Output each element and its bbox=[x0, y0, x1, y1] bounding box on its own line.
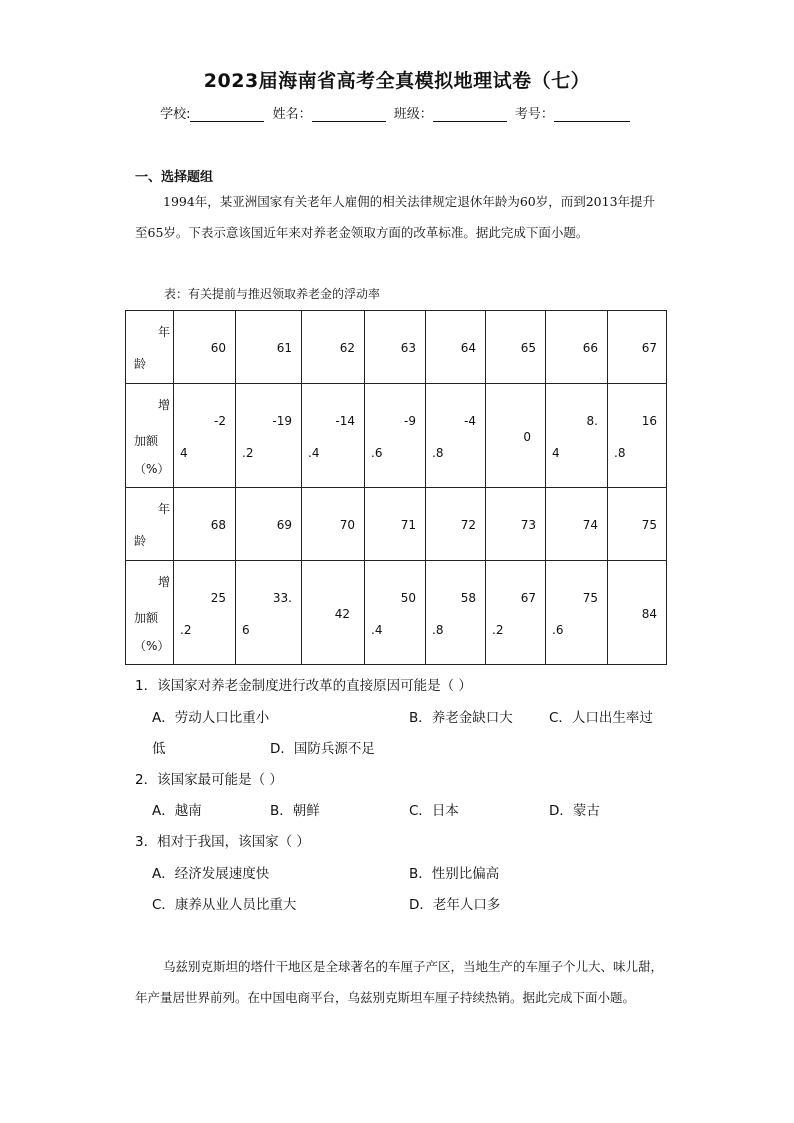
table-cell bbox=[608, 488, 667, 561]
cell-text: 71 bbox=[400, 518, 416, 532]
cell-text: -19 bbox=[272, 414, 292, 428]
question-1-option-c-continued[interactable]: 低 bbox=[152, 741, 166, 757]
cell-text: 58 bbox=[460, 591, 476, 605]
cell-text: 61 bbox=[276, 341, 292, 355]
student-info-line bbox=[0, 103, 794, 122]
cell-text: 70 bbox=[339, 518, 355, 532]
cell-text: 加额 bbox=[134, 434, 159, 448]
school-blank bbox=[190, 107, 264, 122]
class-blank bbox=[433, 107, 507, 122]
question-2-stem: 2．该国家最可能是（ ） bbox=[135, 772, 283, 788]
cell-text: （%） bbox=[134, 462, 170, 476]
question-1-option-d[interactable]: D．国防兵源不足 bbox=[270, 741, 375, 757]
exam-no-label: 考号： bbox=[514, 107, 554, 122]
cell-text: 8. bbox=[586, 414, 598, 428]
rate-header-cell bbox=[126, 384, 174, 488]
cell-text: 72 bbox=[460, 518, 476, 532]
cell-text: 33. bbox=[272, 591, 292, 605]
table-cell bbox=[608, 561, 667, 665]
cell-text: .8 bbox=[432, 623, 444, 637]
question-3-option-a[interactable]: A．经济发展速度快 bbox=[152, 866, 270, 882]
table-cell bbox=[608, 311, 667, 384]
cell-text: 73 bbox=[520, 518, 536, 532]
cell-text: -2 bbox=[214, 414, 226, 428]
cell-text: 42 bbox=[334, 607, 350, 621]
age-header-cell bbox=[126, 311, 174, 384]
cell-text: -9 bbox=[404, 414, 416, 428]
table-row bbox=[126, 488, 667, 561]
cell-text: 年 bbox=[157, 325, 170, 339]
cell-text: 0 bbox=[523, 430, 531, 444]
cell-text: 增 bbox=[157, 398, 170, 412]
table-cell bbox=[486, 561, 546, 665]
table-cell bbox=[546, 311, 608, 384]
cell-text: 16 bbox=[641, 414, 657, 428]
exam-no-blank bbox=[554, 107, 630, 122]
cell-text: .2 bbox=[492, 623, 504, 637]
passage-1: 1994年，某亚洲国家有关老年人雇佣的相关法律规定退休年龄为60岁，而到2013年提升至65岁。下表示意该国近年来对养老金领取方面的改革标准。据此完成下面小题。 bbox=[135, 194, 656, 240]
cell-text: 68 bbox=[210, 518, 226, 532]
cell-text: 69 bbox=[276, 518, 292, 532]
table-cell bbox=[486, 311, 546, 384]
table-cell bbox=[426, 488, 486, 561]
question-3-option-b[interactable]: B．性别比偏高 bbox=[409, 866, 500, 882]
cell-text: 84 bbox=[641, 607, 657, 621]
table-cell bbox=[174, 561, 236, 665]
table-row bbox=[126, 384, 667, 488]
table-cell bbox=[546, 561, 608, 665]
question-3-option-d[interactable]: D．老年人口多 bbox=[409, 897, 501, 913]
cell-text: .2 bbox=[242, 446, 254, 460]
cell-text: .8 bbox=[614, 446, 626, 460]
table-cell bbox=[608, 384, 667, 488]
cell-text: 增 bbox=[157, 575, 170, 589]
table-cell bbox=[302, 488, 365, 561]
table-cell bbox=[546, 384, 608, 488]
cell-text: 64 bbox=[460, 341, 476, 355]
table-cell bbox=[302, 311, 365, 384]
cell-text: .8 bbox=[432, 446, 444, 460]
cell-text: 66 bbox=[582, 341, 598, 355]
table-cell bbox=[236, 384, 302, 488]
table-cell bbox=[365, 384, 426, 488]
age-header-cell bbox=[126, 488, 174, 561]
question-2-option-a[interactable]: A．越南 bbox=[152, 803, 202, 819]
question-1-option-c[interactable]: C．人口出生率过 bbox=[549, 710, 653, 726]
question-1-option-a[interactable]: A．劳动人口比重小 bbox=[152, 710, 270, 726]
cell-text: 4 bbox=[552, 446, 560, 460]
table-cell bbox=[236, 311, 302, 384]
pension-rate-table bbox=[125, 310, 667, 665]
table-caption: 表：有关提前与推迟领取养老金的浮动率 bbox=[164, 287, 381, 301]
question-1-stem: 1．该国家对养老金制度进行改革的直接原因可能是（ ） bbox=[135, 678, 472, 694]
cell-text: 62 bbox=[339, 341, 355, 355]
table-cell bbox=[302, 384, 365, 488]
question-1-option-b[interactable]: B．养老金缺口大 bbox=[409, 710, 513, 726]
table-cell bbox=[174, 384, 236, 488]
table-cell bbox=[426, 561, 486, 665]
question-2-option-c[interactable]: C．日本 bbox=[409, 803, 459, 819]
table-cell bbox=[365, 311, 426, 384]
passage-2: 乌兹别克斯坦的塔什干地区是全球著名的车厘子产区，当地生产的车厘子个儿大、味儿甜，年产量居世界前列。在中国电商平台，乌兹别克斯坦车厘子持续热销。据此完成下面小题。 bbox=[135, 959, 664, 1005]
table-cell bbox=[302, 561, 365, 665]
rate-header-cell bbox=[126, 561, 174, 665]
cell-text: 25 bbox=[210, 591, 226, 605]
cell-text: -4 bbox=[464, 414, 476, 428]
table-cell bbox=[546, 488, 608, 561]
cell-text: 6 bbox=[242, 623, 250, 637]
class-label: 班级： bbox=[393, 107, 433, 122]
question-3-stem: 3．相对于我国，该国家（ ） bbox=[135, 834, 310, 850]
cell-text: 龄 bbox=[134, 534, 147, 548]
cell-text: .6 bbox=[371, 446, 383, 460]
table-cell bbox=[236, 488, 302, 561]
cell-text: 60 bbox=[210, 341, 226, 355]
table-cell bbox=[426, 384, 486, 488]
name-blank bbox=[312, 107, 386, 122]
cell-text: 67 bbox=[641, 341, 657, 355]
cell-text: 4 bbox=[180, 446, 188, 460]
cell-text: 65 bbox=[520, 341, 536, 355]
cell-text: .2 bbox=[180, 623, 192, 637]
table-cell bbox=[426, 311, 486, 384]
table-cell bbox=[365, 561, 426, 665]
cell-text: 67 bbox=[520, 591, 536, 605]
cell-text: 50 bbox=[400, 591, 416, 605]
cell-text: .4 bbox=[371, 623, 383, 637]
cell-text: .6 bbox=[552, 623, 564, 637]
cell-text: 63 bbox=[400, 341, 416, 355]
table-cell bbox=[236, 561, 302, 665]
name-label: 姓名： bbox=[272, 107, 312, 122]
cell-text: .4 bbox=[308, 446, 320, 460]
cell-text: 75 bbox=[582, 591, 598, 605]
table-cell bbox=[174, 311, 236, 384]
table-cell bbox=[486, 384, 546, 488]
table-row bbox=[126, 561, 667, 665]
table-cell bbox=[486, 488, 546, 561]
cell-text: 年 bbox=[157, 502, 170, 516]
question-3-option-c[interactable]: C．康养从业人员比重大 bbox=[152, 897, 297, 913]
school-label: 学校: bbox=[160, 107, 191, 122]
question-2-option-b[interactable]: B．朝鲜 bbox=[270, 803, 320, 819]
cell-text: 74 bbox=[582, 518, 598, 532]
cell-text: 75 bbox=[641, 518, 657, 532]
question-2-option-d[interactable]: D．蒙古 bbox=[549, 803, 600, 819]
section-title: 一、选择题组 bbox=[135, 170, 214, 185]
cell-text: -14 bbox=[335, 414, 355, 428]
page-title: 2023届海南省高考全真模拟地理试卷（七） bbox=[203, 70, 591, 92]
cell-text: 加额 bbox=[134, 611, 159, 625]
table-cell bbox=[365, 488, 426, 561]
table-row bbox=[126, 311, 667, 384]
cell-text: （%） bbox=[134, 639, 170, 653]
cell-text: 龄 bbox=[134, 357, 147, 371]
table-cell bbox=[174, 488, 236, 561]
